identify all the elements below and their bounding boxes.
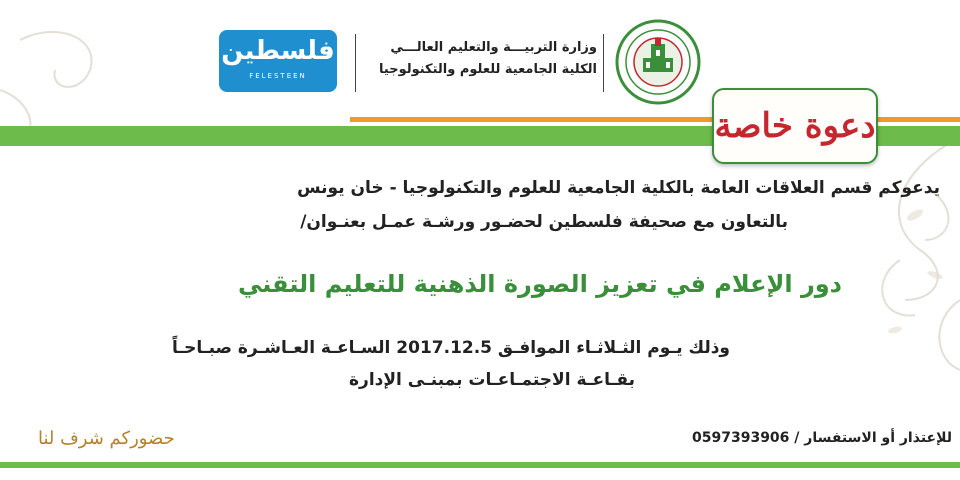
date-time-line: وذلك يـوم الثـلاثـاء الموافـق 2017.12.5 السـاعـة العـاشـرة صبـاحـاً xyxy=(171,338,730,358)
venue-line: بقـاعـة الاجتمـاعـات بمبنـى الإدارة xyxy=(349,370,635,390)
workshop-title: دور الإعلام في تعزيز الصورة الذهنية للتعليم التقني xyxy=(237,270,842,298)
intro-text-line2: بالتعاون مع صحيفة فلسطين لحضـور ورشـة عمـل بعنـوان/ xyxy=(300,212,788,232)
bottom-green-stripe xyxy=(0,462,960,468)
college-name: الكلية الجامعية للعلوم والتكنولوجيا xyxy=(379,62,597,77)
slogan-text: حضوركم شرف لنا xyxy=(38,428,175,449)
header-divider xyxy=(355,34,356,92)
header-divider xyxy=(603,34,604,92)
ministry-name: وزارة التربيـــة والتعليم العالـــي xyxy=(390,40,597,55)
special-invitation-badge xyxy=(712,88,878,164)
badge-text: دعوة خاصة xyxy=(714,106,876,146)
university-seal-icon xyxy=(613,18,703,106)
intro-text-line1: يدعوكم قسم العلاقات العامة بالكلية الجامعية للعلوم والتكنولوجيا - خان يونس xyxy=(297,178,940,198)
felesteen-logo-icon xyxy=(219,30,337,92)
contact-info: للإعتذار أو الاستفسار / 0597393906 xyxy=(692,430,952,446)
header xyxy=(215,18,715,98)
felesteen-logo-text: فلسطين xyxy=(221,36,335,66)
felesteen-logo-latin: FELESTEEN xyxy=(249,72,307,80)
